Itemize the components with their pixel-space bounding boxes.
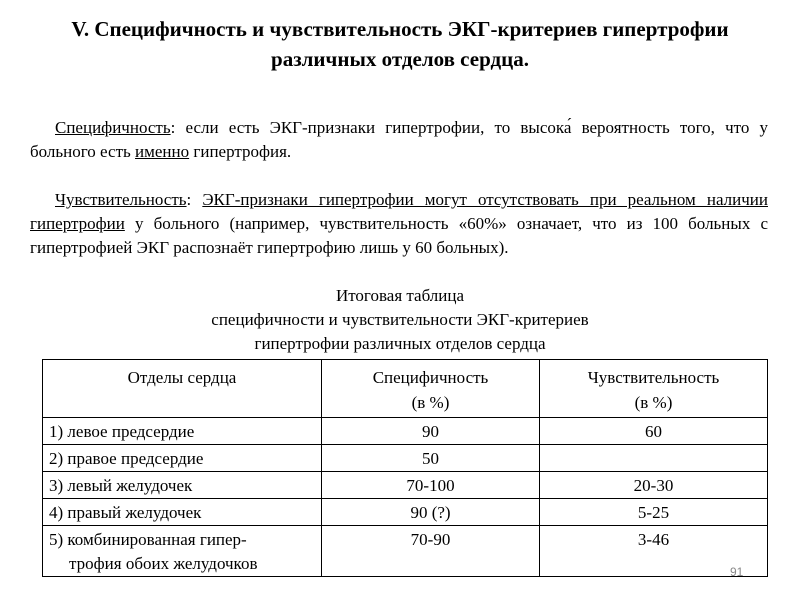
table-header-row: [43, 360, 768, 418]
specificity-term: Специфичность: [55, 118, 171, 137]
summary-table: [42, 359, 768, 577]
row-sensitivity: 3-46: [540, 526, 768, 577]
caption-line-2: специфичности и чувствительности ЭКГ-критериев: [211, 310, 589, 329]
row-sensitivity: 20-30: [540, 472, 768, 499]
table-row: [43, 418, 768, 445]
header-departments: Отделы сердца: [43, 360, 322, 418]
row-department: 1) левое предсердие: [43, 418, 322, 445]
row-specificity: 70-90: [322, 526, 540, 577]
row-sensitivity: [540, 445, 768, 472]
row-department: 4) правый желудочек: [43, 499, 322, 526]
specificity-emphasis: именно: [135, 142, 190, 161]
row-department: 2) правое предсердие: [43, 445, 322, 472]
title-line-2: различных отделов сердца.: [271, 47, 529, 71]
sensitivity-text-after: у больного (например, чувствительность «60%» означает, что из 100 больных с гипертрофией ЭКГ распознаёт гипертрофию лишь у 60 больных).: [30, 214, 768, 257]
table-row: [43, 445, 768, 472]
row-sensitivity: 5-25: [540, 499, 768, 526]
row-specificity: 90: [322, 418, 540, 445]
row-specificity: 70-100: [322, 472, 540, 499]
title-line-1: V. Специфичность и чувствительность ЭКГ-критериев гипертрофии: [71, 17, 729, 41]
row-specificity: 50: [322, 445, 540, 472]
table-row: [43, 526, 768, 577]
table-caption: [0, 284, 800, 356]
header-specificity: Специфичность (в %): [322, 360, 540, 418]
sensitivity-term: Чувствительность: [55, 190, 187, 209]
caption-line-3: гипертрофии различных отделов сердца: [254, 334, 546, 353]
specificity-text-before: : если есть ЭКГ-признаки гипертрофии, то высока́ вероятность того, что у больного есть: [30, 118, 768, 161]
row-sensitivity: 60: [540, 418, 768, 445]
specificity-text-after: гипертрофия.: [189, 142, 292, 161]
row-department: 5) комбинированная гипер- трофия обоих желудочков: [43, 526, 322, 577]
row-department: 3) левый желудочек: [43, 472, 322, 499]
caption-line-1: Итоговая таблица: [335, 286, 465, 305]
sensitivity-underlined-text: ЭКГ-признаки гипертрофии могут отсутствовать при реальном наличии гипертрофии: [30, 190, 768, 233]
sensitivity-paragraph: [30, 188, 768, 260]
sensitivity-separator: :: [186, 190, 203, 209]
specificity-paragraph: [30, 116, 768, 164]
header-sensitivity: Чувствительность (в %): [540, 360, 768, 418]
page-number: 91: [730, 565, 744, 579]
row-specificity: 90 (?): [322, 499, 540, 526]
slide-title: [20, 14, 780, 74]
table-row: [43, 499, 768, 526]
table-row: [43, 472, 768, 499]
